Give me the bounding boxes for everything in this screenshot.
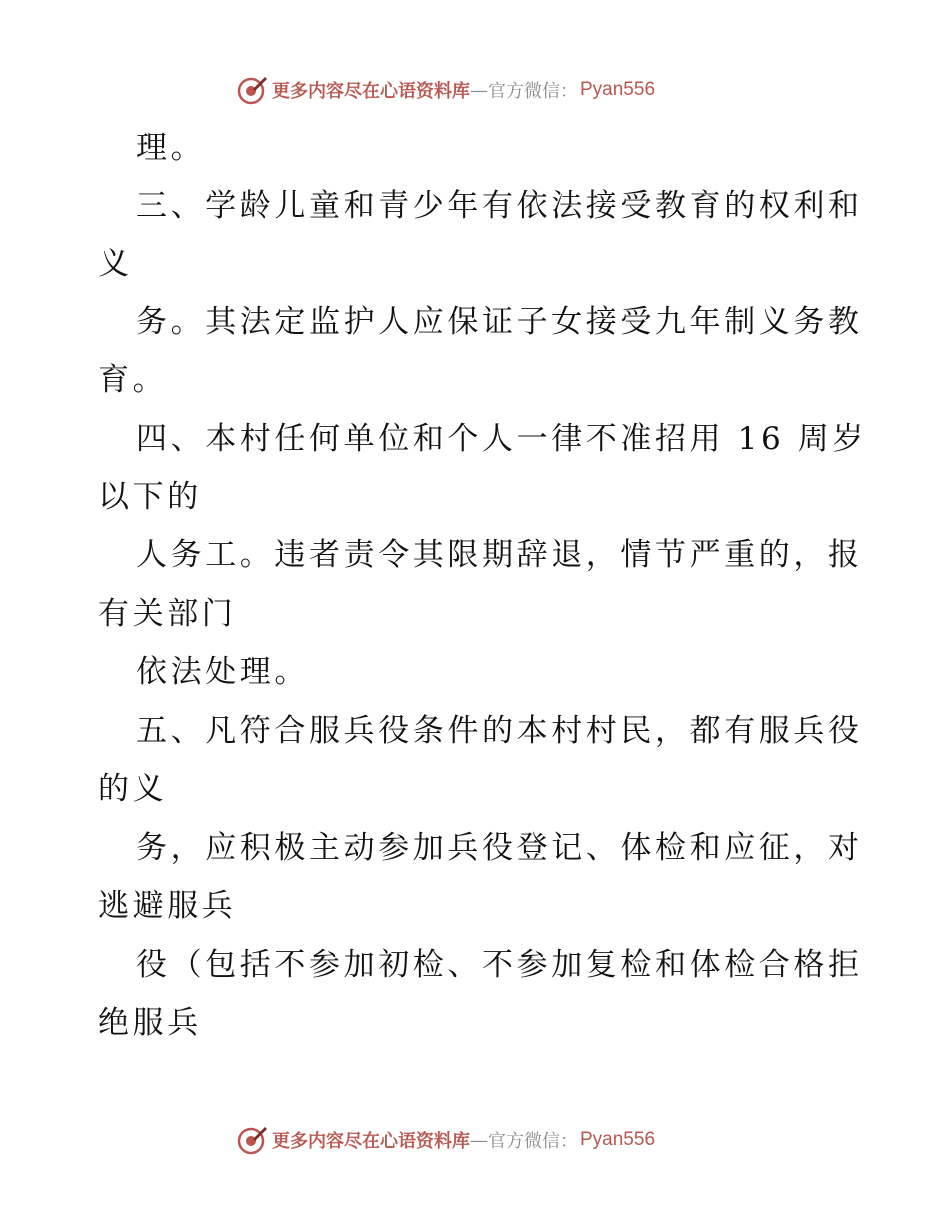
- body-line: 理。: [136, 130, 206, 166]
- footer-official-label: 官方微信：: [488, 1131, 578, 1152]
- body-line: 务。其法定监护人应保证子女接受九年制义务教: [136, 304, 863, 340]
- pen-logo-icon: [236, 1124, 268, 1156]
- body-line: 绝服兵: [98, 1005, 202, 1041]
- body-line: 以下的: [98, 479, 202, 515]
- body-line: 役（包括不参加初检、不参加复检和体检合格拒: [136, 947, 863, 983]
- footer-banner: [236, 1122, 655, 1158]
- body-line: 依法处理。: [136, 654, 309, 690]
- pen-logo-icon: [236, 74, 268, 106]
- footer-wechat-id: Pyan556: [580, 1129, 656, 1150]
- header-banner: [236, 72, 655, 108]
- body-line: 三、学龄儿童和青少年有依法接受教育的权利和: [136, 188, 863, 224]
- body-line: 五、凡符合服兵役条件的本村村民，都有服兵役: [136, 713, 863, 749]
- footer-brand: 更多内容尽在心语资料库: [272, 1131, 470, 1152]
- body-line: 逃避服兵: [98, 888, 237, 924]
- header-brand: 更多内容尽在心语资料库: [272, 81, 470, 102]
- header-official-label: 官方微信：: [488, 81, 578, 102]
- body-line: 的义: [98, 771, 168, 807]
- body-line: 义: [98, 246, 133, 282]
- footer-separator: —: [470, 1129, 488, 1151]
- body-line: 育。: [98, 362, 168, 398]
- body-line: 务，应积极主动参加兵役登记、体检和应征，对: [136, 830, 863, 866]
- body-line: 有关部门: [98, 596, 237, 632]
- header-separator: —: [470, 79, 488, 101]
- header-wechat-id: Pyan556: [580, 79, 656, 100]
- body-line: 人务工。违者责令其限期辞退，情节严重的，报: [136, 537, 863, 573]
- body-line: 四、本村任何单位和个人一律不准招用 16 周岁: [136, 421, 867, 457]
